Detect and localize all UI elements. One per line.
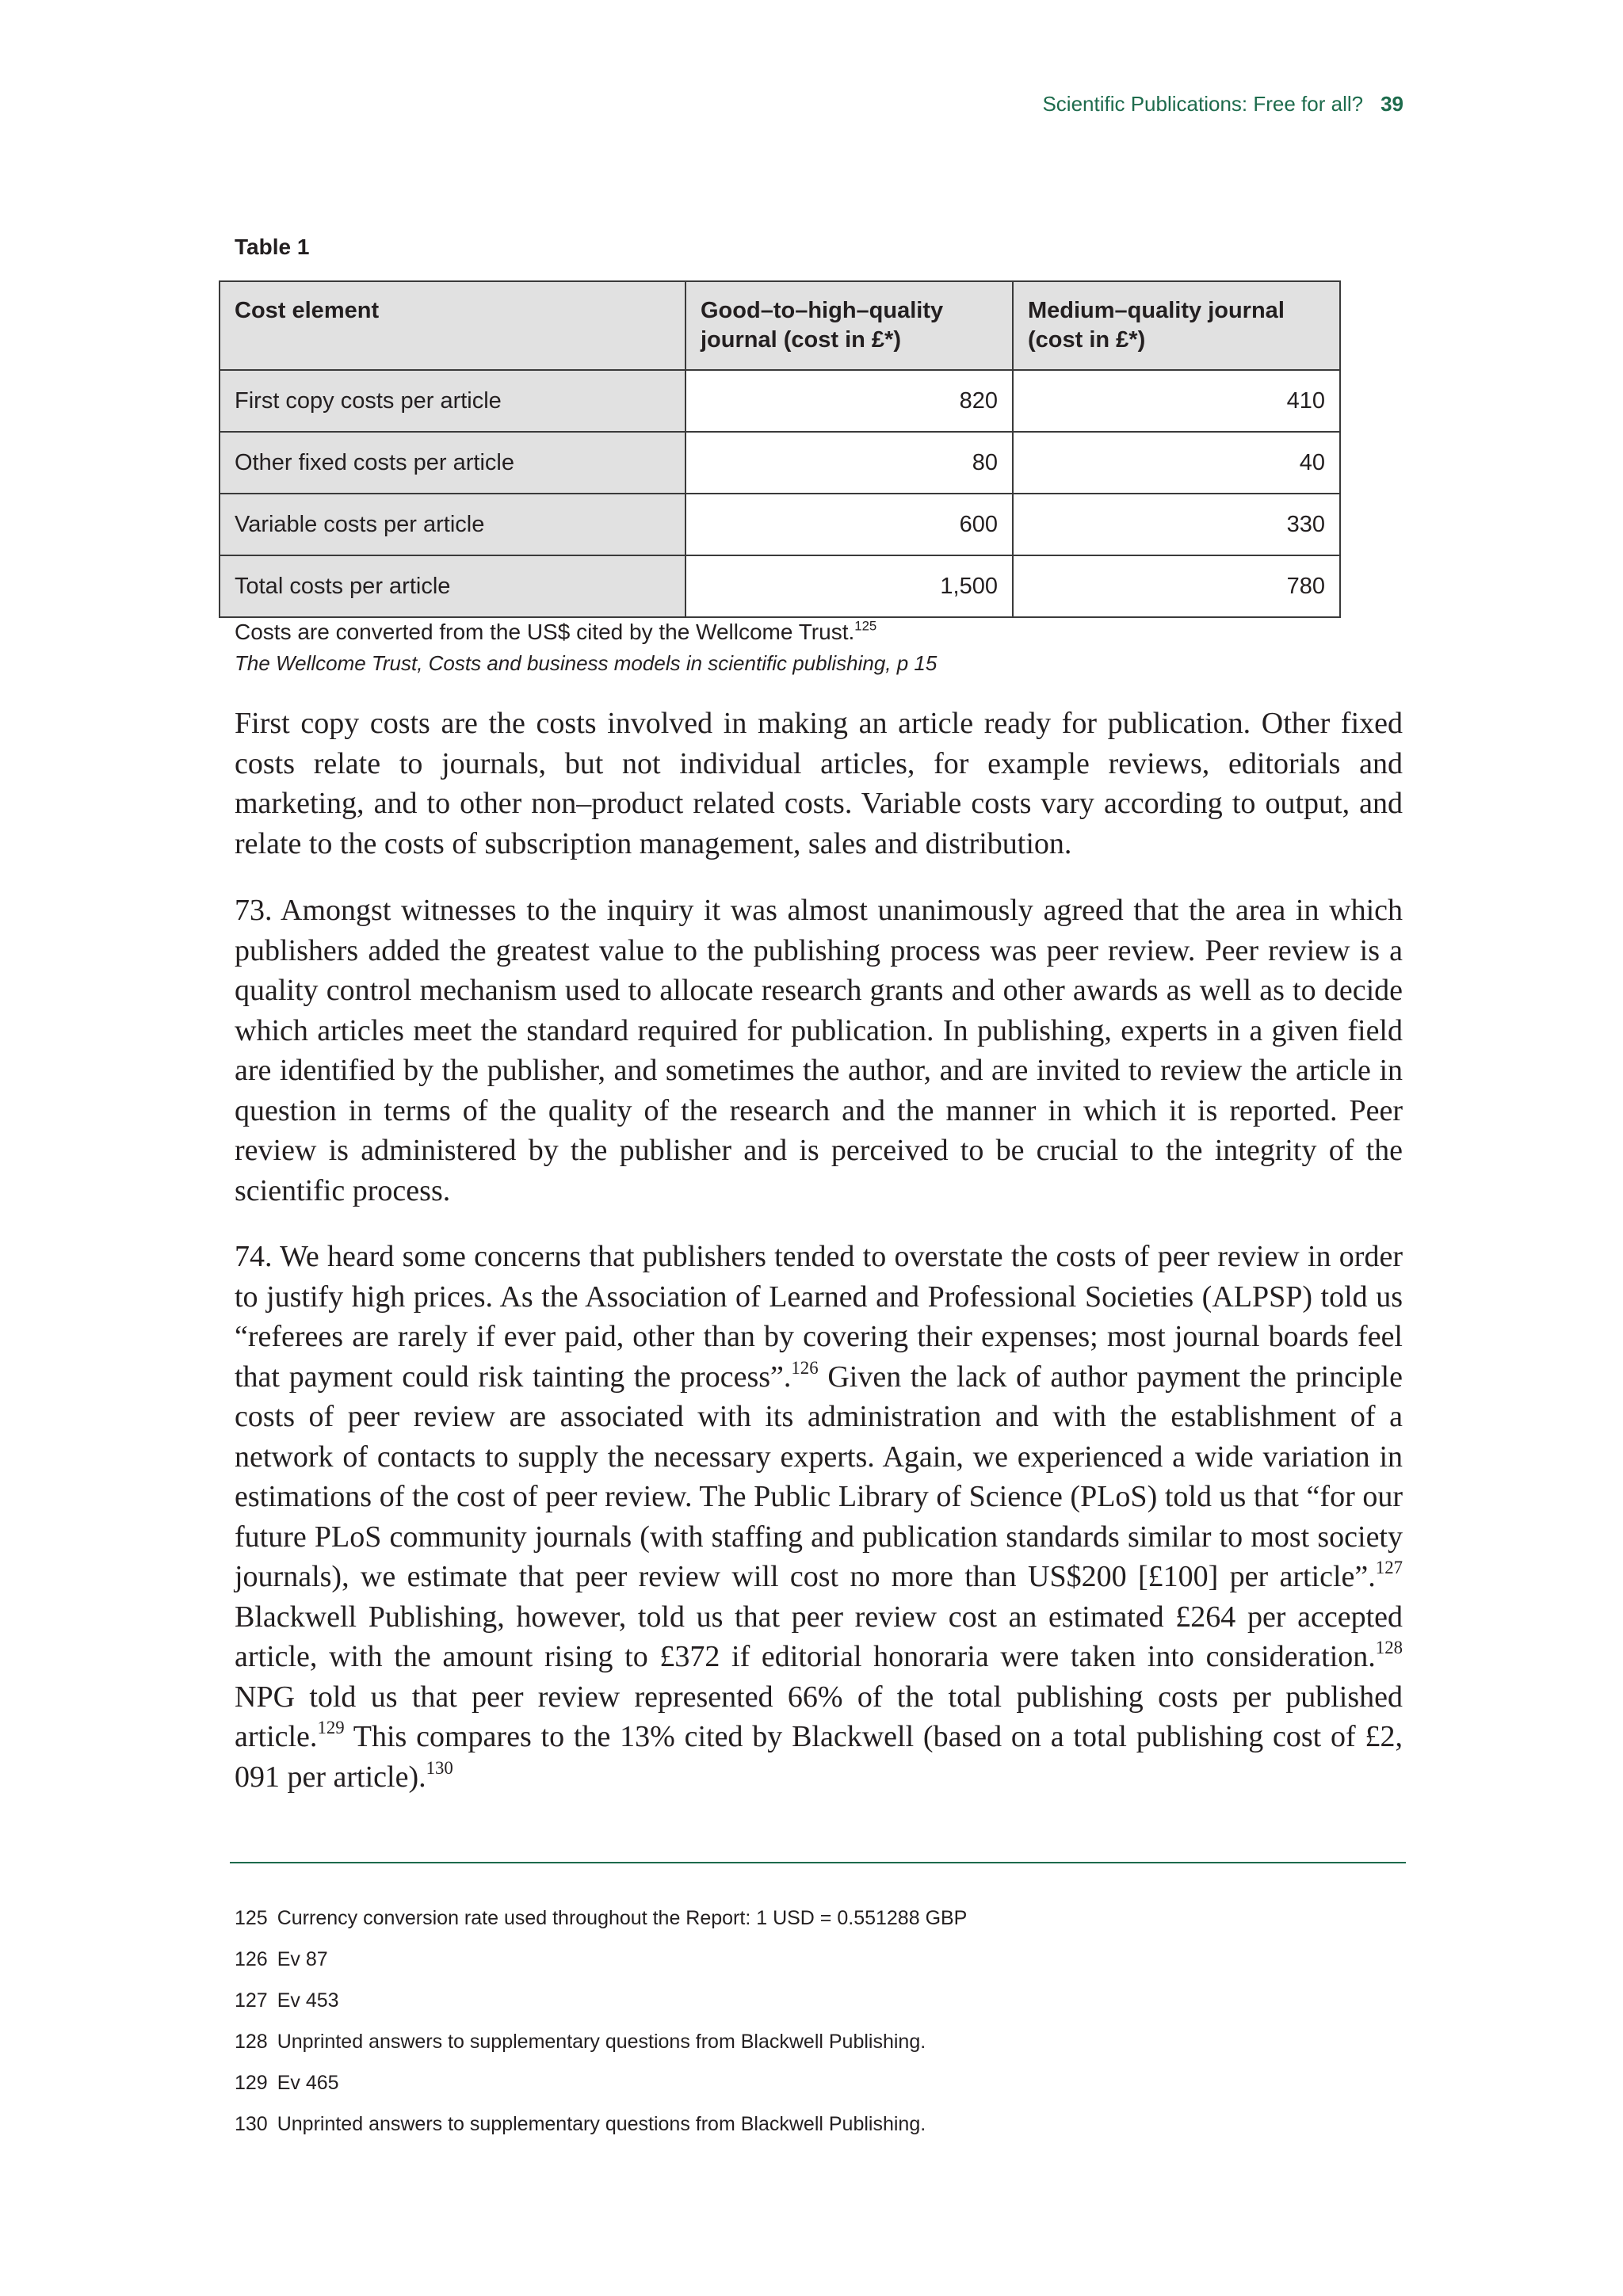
row-label: Total costs per article [220,555,685,617]
footnote-item [235,2111,967,2153]
footnote-number: 130 [235,2113,268,2135]
column-header-medium-quality: Medium–quality journal (cost in £*) [1013,281,1340,370]
column-header-good-quality: Good–to–high–quality journal (cost in £*) [685,281,1013,370]
paragraph-74 [235,1237,1403,1797]
cell-medium-quality: 40 [1013,432,1340,494]
paragraph-74-text: 74. We heard some concerns that publishers tended to overstate the costs of peer review in order to justify high prices. As the Association of Learned and Professional Societies (ALPSP) told us “referees are rarely if ever paid, other than by covering their expenses; most journal boards feel that payment could risk tainting the process”. [235,1240,1403,1394]
row-label: Other fixed costs per article [220,432,685,494]
footnote-number: 128 [235,2031,268,2053]
footnote-item [235,1905,967,1947]
table-row [220,555,1340,617]
cell-good-quality: 600 [685,494,1013,555]
paragraph-74-text: This compares to the 13% cited by Blackwell (based on a total publishing cost of £2, 091 per article). [235,1720,1403,1794]
cell-medium-quality: 780 [1013,555,1340,617]
paragraph-74-text: Given the lack of author payment the principle costs of peer review are associated with its administration and with the establishment of a network of contacts to supply the necessary experts. Again, we experienced a wide variation in estimations of the cost of peer review. The Public Library of Science (PLoS) told us that “for our future PLoS community journals (with staffing and publication standards similar to most society journals), we estimate that peer review will cost no more than US$200 [£100] per article”. [235,1360,1403,1593]
footnote-item [235,2070,967,2111]
footnote-text: Ev 453 [277,1989,339,2012]
table-row [220,370,1340,432]
footnote-number: 125 [235,1907,268,1929]
footnote-text: Ev 87 [277,1948,328,1970]
paragraph-73: 73. Amongst witnesses to the inquiry it was almost unanimously agreed that the area in which publishers added the greatest value to the publishing process was peer review. Peer review is a quality control mechanism used to allocate research grants and other awards as well as to decide which articles meet the standard required for publication. In publishing, experts in a given field are identified by the publisher, and sometimes the author, and are invited to review the article in question in terms of the quality of the research and the manner in which it is reported. Peer review is administered by the publisher and is perceived to be crucial to the integrity of the scientific process. [235,894,1403,1207]
footnote-text: Currency conversion rate used throughout the Report: 1 USD = 0.551288 GBP [277,1907,968,1929]
table-source: The Wellcome Trust, Costs and business models in scientific publishing, p 15 [235,651,938,675]
footnote-text: Ev 465 [277,2072,339,2094]
footnote-ref[interactable]: 127 [1375,1558,1403,1578]
footnote-text: Unprinted answers to supplementary questions from Blackwell Publishing. [277,2031,926,2053]
cell-medium-quality: 330 [1013,494,1340,555]
footnote-item [235,1947,967,1988]
table-note-text: Costs are converted from the US$ cited by the Wellcome Trust. [235,620,855,644]
table-row [220,494,1340,555]
footnote-text: Unprinted answers to supplementary questions from Blackwell Publishing. [277,2113,926,2135]
footnote-item [235,2029,967,2070]
footnote-ref[interactable]: 128 [1375,1638,1403,1658]
row-label: First copy costs per article [220,370,685,432]
cost-table [219,280,1341,618]
footnote-item [235,1988,967,2029]
row-label: Variable costs per article [220,494,685,555]
cell-medium-quality: 410 [1013,370,1340,432]
table-header-row [220,281,1340,370]
table-note [235,618,876,646]
cell-good-quality: 1,500 [685,555,1013,617]
cell-good-quality: 80 [685,432,1013,494]
paragraph-intro: First copy costs are the costs involved in making an article ready for publication. Other fixed costs relate to journals, but not individual articles, for example reviews, editorials and marketing, and to other non–product related costs. Variable costs vary according to output, and relate to the costs of subscription management, sales and distribution. [235,707,1403,860]
column-header-cost-element: Cost element [220,281,685,370]
table-row [220,432,1340,494]
footnotes-list [235,1905,967,2153]
footnote-number: 126 [235,1948,268,1970]
running-head [1042,92,1403,116]
footnote-divider [230,1862,1406,1863]
page-number: 39 [1381,92,1403,116]
table-label: Table 1 [235,235,310,259]
running-title: Scientific Publications: Free for all? [1042,92,1364,116]
footnote-ref[interactable]: 129 [317,1718,345,1738]
paragraph-74-text: NPG told us that peer review represented 66% of the total publishing costs per published article. [235,1680,1403,1753]
footnote-ref[interactable]: 130 [426,1757,453,1778]
footnote-ref[interactable]: 125 [854,618,877,634]
footnote-number: 127 [235,1989,268,2012]
footnote-ref[interactable]: 126 [791,1357,819,1378]
cell-good-quality: 820 [685,370,1013,432]
footnote-number: 129 [235,2072,268,2094]
paragraph-74-text: Blackwell Publishing, however, told us that peer review cost an estimated £264 per accepted article, with the amount rising to £372 if editorial honoraria were taken into consideration. [235,1600,1403,1673]
